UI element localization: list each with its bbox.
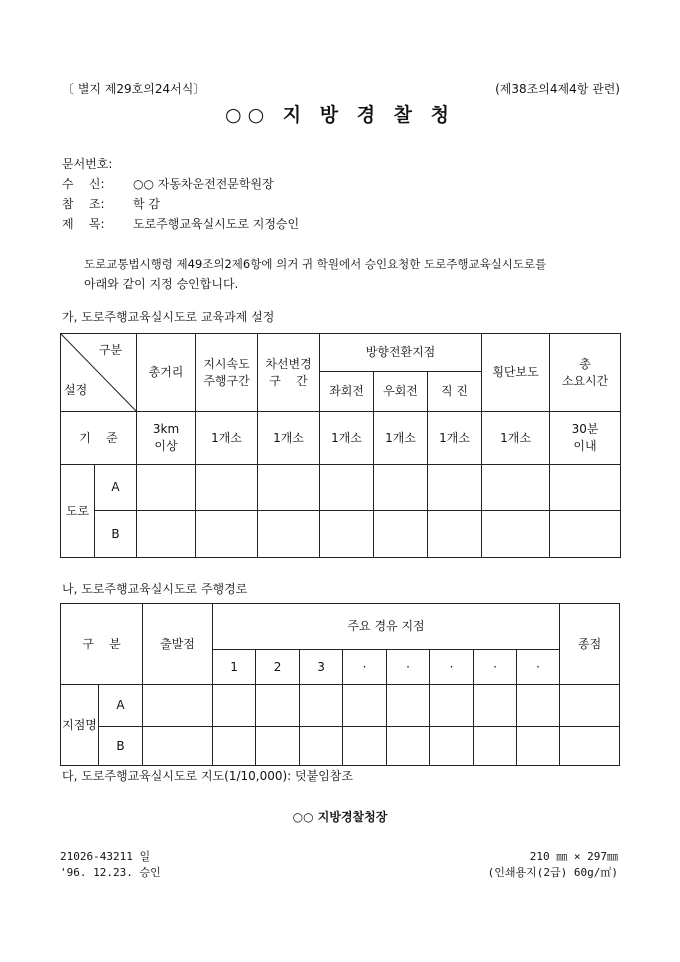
table-cell[interactable] [374, 511, 428, 558]
route-row-b-label: B [99, 727, 143, 766]
table-cell[interactable] [550, 511, 621, 558]
table-cell[interactable] [474, 685, 517, 727]
table-cell[interactable] [196, 511, 258, 558]
header-end-point: 종점 [560, 604, 620, 685]
table-cell[interactable] [196, 465, 258, 511]
header-total-time [550, 334, 621, 412]
table-cell[interactable] [213, 685, 256, 727]
training-task-table [60, 333, 621, 558]
recipient-value: ○○ 자동차운전전문학원장 [133, 177, 274, 191]
header-left-turn: 좌회전 [320, 372, 374, 412]
body-line-1: 도로교통법시행령 제49조의2제6항에 의거 귀 학원에서 승인요청한 도로주행교육실시도로를 [84, 257, 547, 271]
header-total-distance: 총거리 [137, 334, 196, 412]
section-c-line: 다, 도로주행교육실시도로 지도(1/10,000): 덧붙임참조 [62, 769, 353, 783]
road-row-b-label: B [95, 511, 137, 558]
diagonal-bottom-label: 설정 [64, 383, 88, 397]
header-speed-line-1: 지시속도 [203, 356, 250, 371]
subject-value: 도로주행교육실시도로 지정승인 [133, 217, 300, 231]
related-article: (제38조의4제4항 관련) [495, 82, 620, 96]
waypoint-number: · [343, 650, 387, 685]
standard-lane: 1개소 [258, 412, 320, 465]
header-main-waypoints: 주요 경유 지점 [213, 604, 560, 650]
issuer-signature: ○○ 지방경찰청장 [292, 810, 388, 824]
header-speed-line-2: 주행구간 [203, 373, 250, 388]
driving-route-table [60, 603, 620, 766]
table-cell[interactable] [374, 465, 428, 511]
standard-total-time [550, 412, 621, 465]
table-cell[interactable] [387, 685, 430, 727]
standard-time-line-2: 이내 [573, 439, 597, 453]
waypoint-number: · [387, 650, 430, 685]
table-cell[interactable] [258, 511, 320, 558]
doc-number-label: 문서번호: [62, 157, 113, 171]
header-total-time-line-1: 총 [579, 356, 591, 371]
waypoint-number: 3 [300, 650, 343, 685]
standard-right: 1개소 [374, 412, 428, 465]
approval-date: '96. 12.23. 승인 [60, 866, 161, 879]
standard-time-line-1: 30분 [571, 422, 599, 436]
header-straight: 직 진 [428, 372, 482, 412]
table-cell[interactable] [560, 727, 620, 766]
paper-spec: (인쇄용지(2급) 60g/㎡) [487, 866, 618, 879]
header-lane-change [258, 334, 320, 412]
section-b-heading: 나, 도로주행교육실시도로 주행경로 [62, 582, 248, 596]
waypoint-number: · [517, 650, 560, 685]
standard-distance [137, 412, 196, 465]
paper-size: 210 ㎜ × 297㎜ [529, 850, 618, 863]
table-cell[interactable] [550, 465, 621, 511]
table-cell[interactable] [320, 465, 374, 511]
table-cell[interactable] [430, 685, 474, 727]
standard-left: 1개소 [320, 412, 374, 465]
table-cell[interactable] [256, 727, 300, 766]
subject-label: 제 목: [62, 217, 105, 231]
header-start-point: 출발점 [143, 604, 213, 685]
route-row-a-label: A [99, 685, 143, 727]
table-cell[interactable] [474, 727, 517, 766]
table-cell[interactable] [137, 511, 196, 558]
table-cell[interactable] [256, 685, 300, 727]
diagonal-top-label: 구분 [98, 343, 122, 357]
page-title: ○○ 지 방 경 찰 청 [224, 104, 455, 126]
table-cell[interactable] [137, 465, 196, 511]
table-cell[interactable] [320, 511, 374, 558]
standard-crosswalk: 1개소 [482, 412, 550, 465]
table-cell[interactable] [428, 511, 482, 558]
table-cell[interactable] [517, 727, 560, 766]
waypoint-number: · [430, 650, 474, 685]
table-cell[interactable] [143, 727, 213, 766]
diagonal-header-cell [61, 334, 137, 412]
table-cell[interactable] [482, 465, 550, 511]
table-cell[interactable] [517, 685, 560, 727]
table-cell[interactable] [428, 465, 482, 511]
waypoint-number: 1 [213, 650, 256, 685]
recipient-label: 수 신: [62, 177, 105, 191]
road-row-a-label: A [95, 465, 137, 511]
table-cell[interactable] [143, 685, 213, 727]
header-turning-points: 방향전환지점 [320, 334, 482, 372]
table-cell[interactable] [430, 727, 474, 766]
waypoint-number: · [474, 650, 517, 685]
section-a-heading: 가, 도로주행교육실시도로 교육과제 설정 [62, 310, 275, 324]
waypoint-number: 2 [256, 650, 300, 685]
standard-speed: 1개소 [196, 412, 258, 465]
form-code: 21026-43211 일 [60, 850, 151, 863]
standard-distance-line-2: 이상 [154, 439, 178, 453]
header-lane-line-1: 차선변경 [265, 356, 312, 371]
table-cell[interactable] [560, 685, 620, 727]
standard-distance-line-1: 3km [152, 422, 180, 436]
form-number: 〔 별지 제29호의24서식〕 [62, 82, 206, 96]
place-name-label: 지점명 [61, 685, 99, 766]
table-cell[interactable] [258, 465, 320, 511]
table-cell[interactable] [343, 685, 387, 727]
header-crosswalk: 횡단보도 [482, 334, 550, 412]
table-cell[interactable] [300, 727, 343, 766]
table-cell[interactable] [343, 727, 387, 766]
reference-value: 학 감 [133, 197, 160, 211]
road-label: 도로 [61, 465, 95, 558]
body-line-2: 아래와 같이 지정 승인합니다. [84, 277, 239, 291]
table-cell[interactable] [300, 685, 343, 727]
header-lane-line-2: 구 간 [269, 373, 308, 388]
table-cell[interactable] [482, 511, 550, 558]
reference-label: 참 조: [62, 197, 105, 211]
standard-label: 기 준 [61, 412, 137, 465]
table-cell[interactable] [387, 727, 430, 766]
standard-straight: 1개소 [428, 412, 482, 465]
header-speed-section [196, 334, 258, 412]
header-right-turn: 우회전 [374, 372, 428, 412]
table-cell[interactable] [213, 727, 256, 766]
header-division: 구 분 [61, 604, 143, 685]
header-total-time-line-2: 소요시간 [561, 373, 609, 388]
